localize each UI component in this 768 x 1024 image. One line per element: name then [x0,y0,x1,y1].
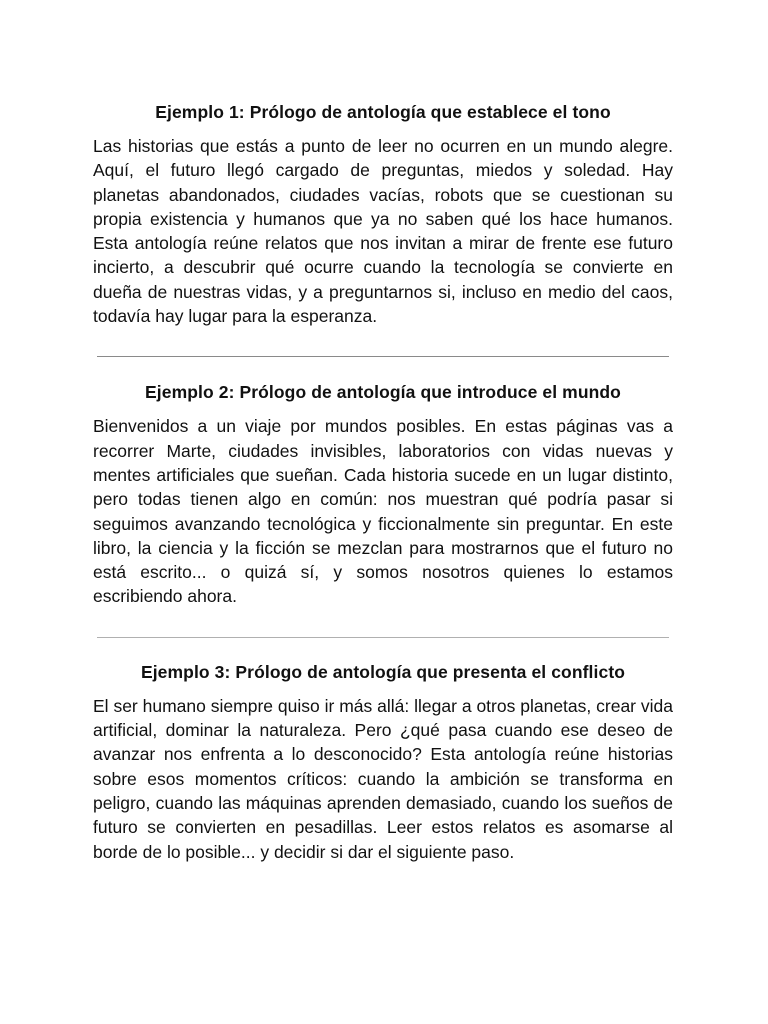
section-paragraph: Las historias que estás a punto de leer no ocurren en un mundo alegre. Aquí, el futuro llegó cargado de preguntas, miedos y soledad. Hay planetas abandonados, ciudades vacías, robots que se cuestionan su propia existencia y humanos que ya no saben qué los hace humanos. Esta antología reúne relatos que nos invitan a mirar de frente ese futuro incierto, a descubrir qué ocurre cuando la tecnología se convierte en dueña de nuestras vidas, y a preguntarnos si, incluso en medio del caos, todavía hay lugar para la esperanza. [93,136,673,327]
example-section-3 [93,659,673,864]
section-heading: Ejemplo 3: Prólogo de antología que presenta el conflicto [140,661,626,682]
example-section-2 [93,379,673,608]
section-divider [97,637,669,638]
section-heading: Ejemplo 1: Prólogo de antología que establece el tono [155,102,611,122]
section-paragraph: Bienvenidos a un viaje por mundos posibles. En estas páginas vas a recorrer Marte, ciudades invisibles, laboratorios con vidas nuevas y mentes artificiales que sueñan. Cada historia sucede en un lugar distinto, pero todas tienen algo en común: nos muestran qué podría pasar si seguimos avanzando tecnológica y ficcionalmente sin preguntar. En este libro, la ciencia y la ficción se mezclan para mostrarnos que el futuro no está escrito... o quizá sí, y somos nosotros quienes lo estamos escribiendo ahora. [93,416,673,607]
section-heading: Ejemplo 2: Prólogo de antología que introduce el mundo [145,382,621,403]
section-divider [97,356,669,357]
section-paragraph: El ser humano siempre quiso ir más allá: llegar a otros planetas, crear vida artificial, dominar la naturaleza. Pero ¿qué pasa cuando ese deseo de avanzar nos enfrenta a lo desconocido? Esta antología reúne historias sobre esos momentos críticos: cuando la ambición se transforma en peligro, cuando las máquinas aprenden demasiado, cuando los sueños de futuro se convierten en pesadillas. Leer estos relatos es asomarse al borde de lo posible... y decidir si dar el siguiente paso. [93,695,673,862]
example-section-1 [93,99,673,328]
